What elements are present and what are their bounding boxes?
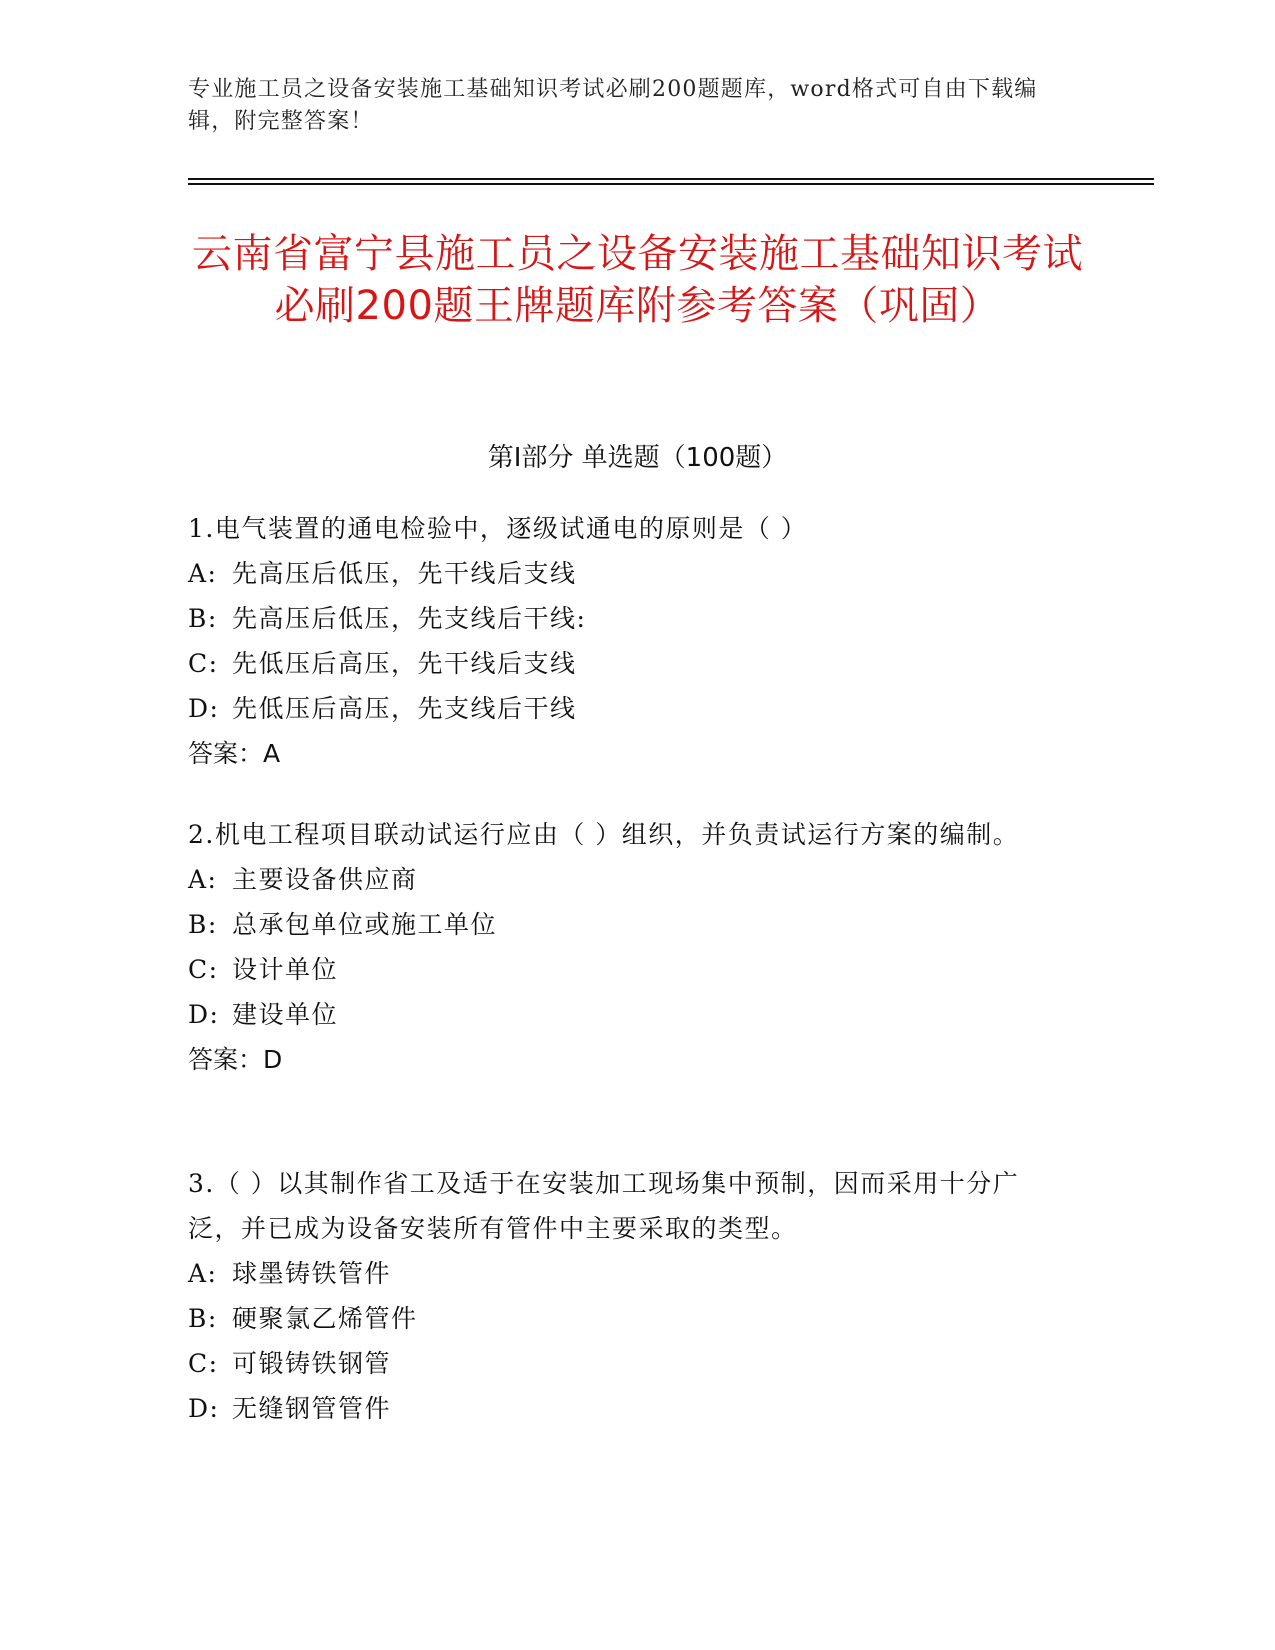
option-key: D: [188, 1394, 220, 1423]
option-a [188, 857, 1068, 902]
option-key: A: [188, 865, 218, 894]
option-b [188, 596, 1068, 641]
option-key: B: [188, 910, 218, 939]
option-a [188, 551, 1068, 596]
answer: 答案：A [188, 739, 281, 768]
option-key: B: [188, 1304, 218, 1333]
question-stem: 2.机电工程项目联动试运行应由（ ）组织，并负责试运行方案的编制。 [188, 820, 1020, 849]
question-stem: 3.（ ）以其制作省工及适于在安装加工现场集中预制，因而采用十分广泛，并已成为设备安装所有管件中主要采取的类型。 [188, 1169, 1020, 1243]
option-b [188, 902, 1068, 947]
option-key: C: [188, 1349, 219, 1378]
option-text: 可锻铸铁钢管 [232, 1349, 392, 1378]
answer: 答案：D [188, 1045, 283, 1074]
header-note: 专业施工员之设备安装施工基础知识考试必刷200题题库，word格式可自由下载编辑，附完整答案！ [188, 77, 1038, 134]
option-key: B: [188, 604, 218, 633]
header-rule-top [188, 178, 1154, 180]
option-key: C: [188, 955, 219, 984]
option-c [188, 641, 1068, 686]
section-heading: 第I部分 单选题（100题） [487, 443, 788, 473]
option-key: A: [188, 559, 218, 588]
option-a [188, 1251, 1068, 1296]
header-rule-bottom [188, 183, 1154, 185]
option-d [188, 686, 1068, 731]
question-stem: 1.电气装置的通电检验中，逐级试通电的原则是（ ） [188, 514, 808, 543]
option-c [188, 947, 1068, 992]
option-d [188, 992, 1068, 1037]
option-b [188, 1296, 1068, 1341]
option-key: C: [188, 649, 219, 678]
option-key: D: [188, 1000, 220, 1029]
option-key: A: [188, 1259, 218, 1288]
option-text: 建设单位 [232, 1000, 339, 1029]
option-text: 主要设备供应商 [232, 865, 418, 894]
option-key: D: [188, 694, 220, 723]
option-d [188, 1386, 1068, 1431]
option-text: 先高压后低压，先干线后支线 [232, 559, 577, 588]
option-text: 先高压后低压，先支线后干线: [232, 604, 587, 633]
option-text: 球墨铸铁管件 [232, 1259, 392, 1288]
option-text: 先低压后高压，先支线后干线 [232, 694, 577, 723]
option-c [188, 1341, 1068, 1386]
question-2 [188, 812, 1068, 1082]
question-1 [188, 506, 1068, 776]
option-text: 设计单位 [232, 955, 339, 984]
option-text: 硬聚氯乙烯管件 [232, 1304, 418, 1333]
option-text: 先低压后高压，先干线后支线 [232, 649, 577, 678]
question-3 [188, 1161, 1068, 1431]
option-text: 无缝钢管管件 [232, 1394, 392, 1423]
option-text: 总承包单位或施工单位 [232, 910, 498, 939]
document-title: 云南省富宁县施工员之设备安装施工基础知识考试必刷200题王牌题库附参考答案（巩固） [192, 231, 1083, 329]
